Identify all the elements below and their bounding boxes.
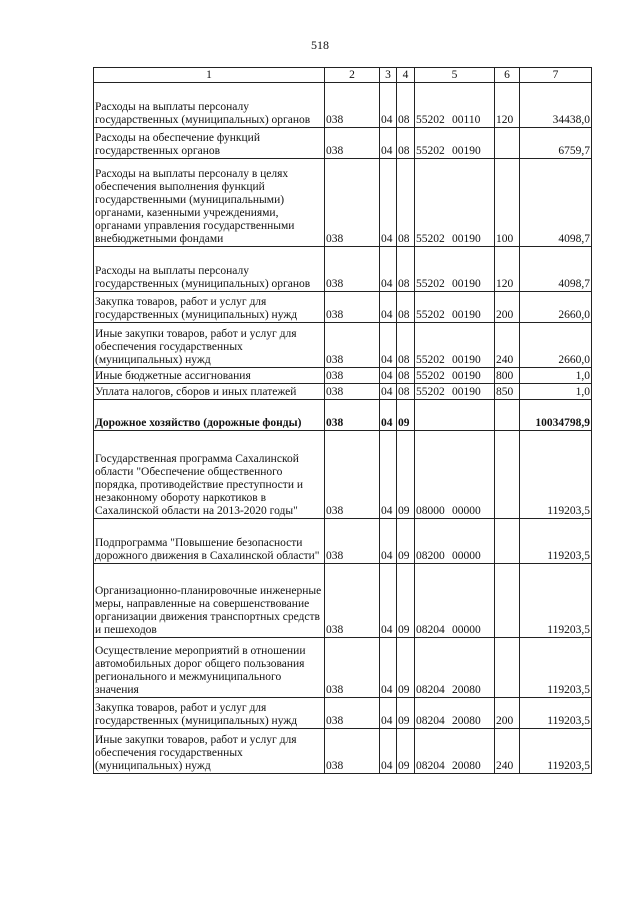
row-amount: 2660,0 (520, 323, 592, 368)
target-direction-code: 20080 (452, 684, 481, 696)
row-target-article (415, 323, 495, 368)
table-row (94, 368, 592, 384)
row-expense-type: 240 (495, 323, 520, 368)
table-row (94, 83, 592, 128)
row-name: Расходы на выплаты персоналу в целях обеспечения выполнения функций государственными (муниципальными) органами, казенными учреждениями, органами управления государственными внебюджетными фондами (94, 159, 325, 247)
row-section: 04 (380, 729, 397, 774)
row-name: Организационно-планировочные инженерные меры, направленные на совершенствование организации движения транспортных средств и пешеходов (94, 564, 325, 638)
target-program-code: 08204 (416, 715, 445, 727)
row-subsection: 08 (397, 247, 415, 292)
target-program-code: 08000 (416, 505, 445, 517)
row-subsection: 09 (397, 519, 415, 564)
target-direction-code: 00000 (452, 550, 481, 562)
target-direction-code: 00190 (452, 278, 481, 290)
row-target-article (415, 729, 495, 774)
row-amount: 4098,7 (520, 247, 592, 292)
table-row (94, 698, 592, 729)
row-name: Расходы на выплаты персоналу государственных (муниципальных) органов (94, 83, 325, 128)
target-direction-code: 00190 (452, 354, 481, 366)
target-direction-code: 00190 (452, 233, 481, 245)
header-cell-name: 1 (94, 68, 325, 83)
row-expense-type (495, 564, 520, 638)
row-expense-type: 200 (495, 292, 520, 323)
row-amount: 119203,5 (520, 519, 592, 564)
row-section: 04 (380, 159, 397, 247)
table-row (94, 729, 592, 774)
row-amount: 10034798,9 (520, 400, 592, 431)
row-name: Подпрограмма "Повышение безопасности дорожного движения в Сахалинской области" (94, 519, 325, 564)
row-expense-type: 120 (495, 247, 520, 292)
row-admin-code: 038 (325, 368, 380, 384)
row-amount: 119203,5 (520, 638, 592, 698)
row-admin-code: 038 (325, 292, 380, 323)
row-name: Иные закупки товаров, работ и услуг для обеспечения государственных (муниципальных) нужд (94, 729, 325, 774)
row-target-article (415, 519, 495, 564)
target-program-code: 08200 (416, 550, 445, 562)
target-direction-code: 00190 (452, 145, 481, 157)
target-direction-code: 00000 (452, 624, 481, 636)
row-name: Иные закупки товаров, работ и услуг для обеспечения государственных (муниципальных) нужд (94, 323, 325, 368)
row-subsection: 08 (397, 128, 415, 159)
target-direction-code: 00000 (452, 505, 481, 517)
row-subsection: 09 (397, 729, 415, 774)
header-cell-admin: 2 (325, 68, 380, 83)
row-admin-code: 038 (325, 128, 380, 159)
table-row (94, 159, 592, 247)
header-cell-expense-type: 6 (495, 68, 520, 83)
target-program-code: 55202 (416, 386, 445, 398)
row-section: 04 (380, 519, 397, 564)
row-admin-code: 038 (325, 431, 380, 519)
row-target-article (415, 638, 495, 698)
row-name: Уплата налогов, сборов и иных платежей (94, 384, 325, 400)
row-target-article (415, 247, 495, 292)
row-target-article (415, 698, 495, 729)
target-program-code: 55202 (416, 309, 445, 321)
table-row (94, 247, 592, 292)
row-subsection: 09 (397, 431, 415, 519)
row-admin-code: 038 (325, 247, 380, 292)
target-program-code: 55202 (416, 233, 445, 245)
row-section: 04 (380, 431, 397, 519)
table-row (94, 638, 592, 698)
target-program-code: 55202 (416, 278, 445, 290)
target-program-code: 55202 (416, 114, 445, 126)
row-admin-code: 038 (325, 729, 380, 774)
row-section: 04 (380, 83, 397, 128)
row-admin-code: 038 (325, 159, 380, 247)
table-row (94, 564, 592, 638)
row-amount: 4098,7 (520, 159, 592, 247)
row-name: Закупка товаров, работ и услуг для государственных (муниципальных) нужд (94, 292, 325, 323)
row-amount: 119203,5 (520, 564, 592, 638)
header-cell-amount: 7 (520, 68, 592, 83)
row-expense-type (495, 400, 520, 431)
row-expense-type (495, 519, 520, 564)
row-amount: 119203,5 (520, 729, 592, 774)
row-amount: 119203,5 (520, 698, 592, 729)
row-subsection: 09 (397, 638, 415, 698)
row-expense-type: 100 (495, 159, 520, 247)
row-expense-type (495, 638, 520, 698)
row-section: 04 (380, 638, 397, 698)
header-row (94, 68, 592, 83)
row-amount: 34438,0 (520, 83, 592, 128)
row-target-article (415, 128, 495, 159)
table-row (94, 431, 592, 519)
header-cell-section: 3 (380, 68, 397, 83)
budget-table (93, 67, 592, 774)
row-expense-type (495, 431, 520, 519)
row-target-article (415, 292, 495, 323)
row-name: Государственная программа Сахалинской области "Обеспечение общественного порядка, противодействие преступности и незаконному обороту наркотиков в Сахалинской области на 2013-2020 годы" (94, 431, 325, 519)
table-row (94, 128, 592, 159)
target-program-code: 08204 (416, 684, 445, 696)
header-cell-target: 5 (415, 68, 495, 83)
row-subsection: 08 (397, 292, 415, 323)
target-program-code: 55202 (416, 370, 445, 382)
row-amount: 2660,0 (520, 292, 592, 323)
row-amount: 6759,7 (520, 128, 592, 159)
row-subsection: 09 (397, 400, 415, 431)
target-program-code: 08204 (416, 624, 445, 636)
row-subsection: 09 (397, 564, 415, 638)
row-admin-code: 038 (325, 384, 380, 400)
row-subsection: 08 (397, 384, 415, 400)
row-subsection: 08 (397, 323, 415, 368)
target-program-code: 55202 (416, 145, 445, 157)
row-amount: 1,0 (520, 384, 592, 400)
table-body (94, 83, 592, 774)
row-admin-code: 038 (325, 564, 380, 638)
row-section: 04 (380, 323, 397, 368)
target-program-code: 55202 (416, 354, 445, 366)
target-direction-code: 00190 (452, 386, 481, 398)
row-section: 04 (380, 292, 397, 323)
row-expense-type: 850 (495, 384, 520, 400)
target-direction-code: 00190 (452, 309, 481, 321)
row-subsection: 08 (397, 159, 415, 247)
row-section: 04 (380, 400, 397, 431)
row-expense-type: 800 (495, 368, 520, 384)
row-expense-type: 200 (495, 698, 520, 729)
row-section: 04 (380, 128, 397, 159)
row-name: Дорожное хозяйство (дорожные фонды) (94, 400, 325, 431)
row-target-article (415, 384, 495, 400)
row-expense-type: 120 (495, 83, 520, 128)
row-target-article (415, 83, 495, 128)
row-subsection: 08 (397, 83, 415, 128)
table-row (94, 519, 592, 564)
row-admin-code: 038 (325, 400, 380, 431)
target-direction-code: 20080 (452, 715, 481, 727)
row-admin-code: 038 (325, 519, 380, 564)
row-section: 04 (380, 698, 397, 729)
row-target-article (415, 431, 495, 519)
table-row (94, 384, 592, 400)
target-direction-code: 20080 (452, 760, 481, 772)
row-target-article (415, 368, 495, 384)
row-section: 04 (380, 247, 397, 292)
row-admin-code: 038 (325, 83, 380, 128)
row-section: 04 (380, 368, 397, 384)
header-cell-subsection: 4 (397, 68, 415, 83)
row-name: Осуществление мероприятий в отношении автомобильных дорог общего пользования регионального и межмуниципального значения (94, 638, 325, 698)
row-subsection: 09 (397, 698, 415, 729)
row-amount: 119203,5 (520, 431, 592, 519)
row-subsection: 08 (397, 368, 415, 384)
target-direction-code: 00190 (452, 370, 481, 382)
row-amount: 1,0 (520, 368, 592, 384)
row-admin-code: 038 (325, 638, 380, 698)
row-name: Иные бюджетные ассигнования (94, 368, 325, 384)
row-target-article (415, 400, 495, 431)
target-program-code: 08204 (416, 760, 445, 772)
row-section: 04 (380, 384, 397, 400)
row-expense-type: 240 (495, 729, 520, 774)
row-name: Расходы на выплаты персоналу государственных (муниципальных) органов (94, 247, 325, 292)
row-name: Расходы на обеспечение функций государственных органов (94, 128, 325, 159)
table-row (94, 323, 592, 368)
row-admin-code: 038 (325, 698, 380, 729)
table-row (94, 292, 592, 323)
target-direction-code: 00110 (452, 114, 481, 126)
row-name: Закупка товаров, работ и услуг для государственных (муниципальных) нужд (94, 698, 325, 729)
row-section: 04 (380, 564, 397, 638)
row-target-article (415, 159, 495, 247)
table-row (94, 400, 592, 431)
page-number: 518 (311, 38, 329, 52)
row-admin-code: 038 (325, 323, 380, 368)
row-expense-type (495, 128, 520, 159)
row-target-article (415, 564, 495, 638)
